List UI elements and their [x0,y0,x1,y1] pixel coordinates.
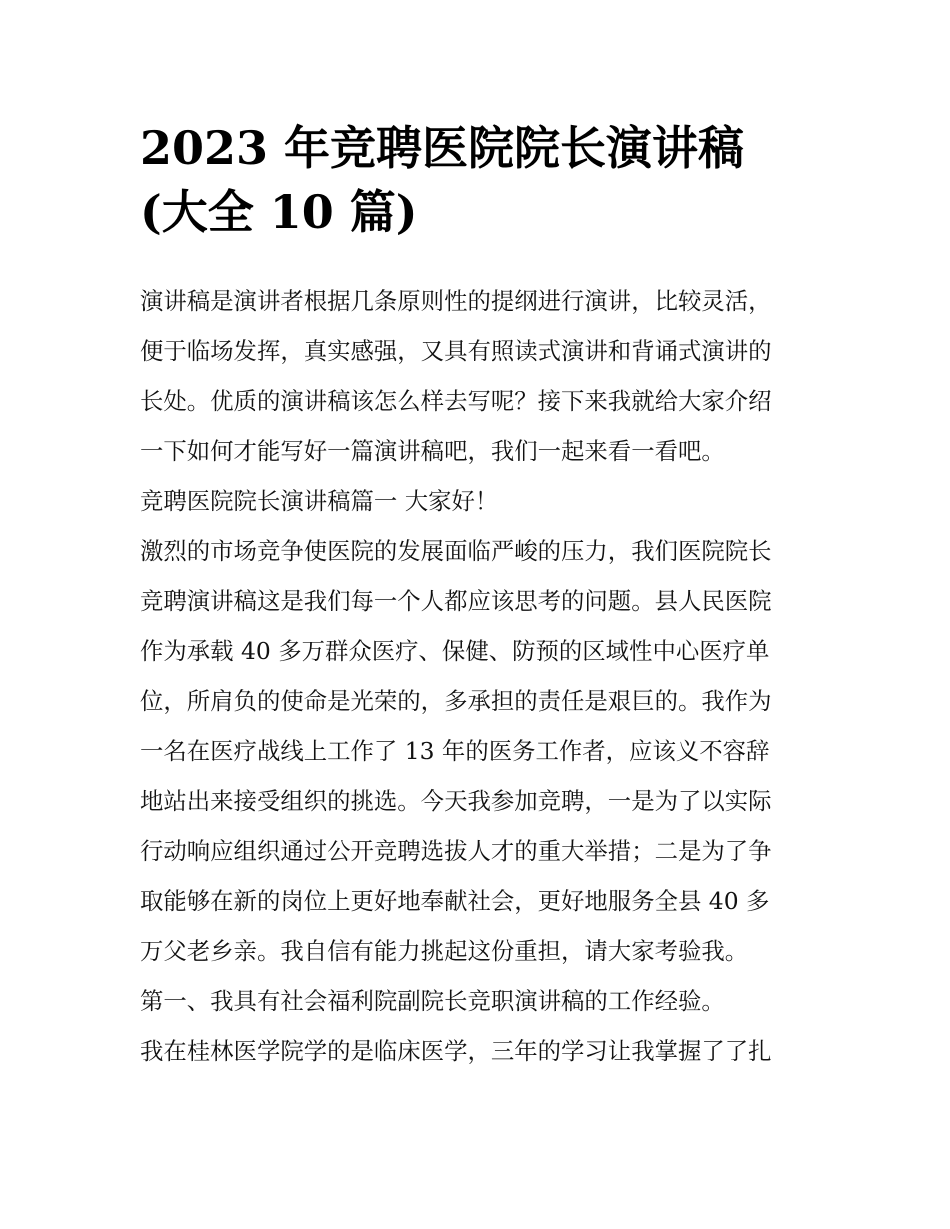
body-line: 万父老乡亲。我自信有能力挑起这份重担，请大家考验我。 [140,937,749,965]
body-line: 第一、我具有社会福利院副院长竞职演讲稿的工作经验。 [140,987,725,1015]
body-line: 我在桂林医学院学的是临床医学，三年的学习让我掌握了了扎 [140,1037,772,1065]
title-line-2: (大全 10 篇) [140,185,418,239]
body-line: 一名在医疗战线上工作了 13 年的医务工作者，应该义不容辞 [140,737,770,765]
body-line: 行动响应组织通过公开竞聘选拔人才的重大举措；二是为了争 [140,837,772,865]
body-line: 便于临场发挥，真实感强，又具有照读式演讲和背诵式演讲的 [140,337,772,365]
body-line: 长处。优质的演讲稿该怎么样去写呢？接下来我就给大家介绍 [140,387,772,415]
document-title [140,116,820,244]
body-line: 取能够在新的岗位上更好地奉献社会，更好地服务全县 40 多 [140,887,770,915]
title-line-1: 2023 年竞聘医院院长演讲稿 [140,121,745,175]
body-line: 竞聘演讲稿这是我们每一个人都应该思考的问题。县人民医院 [140,587,772,615]
body-line: 位，所肩负的使命是光荣的，多承担的责任是艰巨的。我作为 [140,687,772,715]
body-line: 激烈的市场竞争使医院的发展面临严峻的压力，我们医院院长 [140,537,772,565]
body-line: 作为承载 40 多万群众医疗、保健、防预的区域性中心医疗单 [140,637,770,665]
body-line: 地站出来接受组织的挑选。今天我参加竞聘，一是为了以实际 [140,787,772,815]
section-heading-line: 竞聘医院院长演讲稿篇一 大家好！ [140,487,499,515]
body-line: 一下如何才能写好一篇演讲稿吧，我们一起来看一看吧。 [140,437,725,465]
document-body [140,276,812,1076]
body-line: 演讲稿是演讲者根据几条原则性的提纲进行演讲，比较灵活， [140,287,772,315]
